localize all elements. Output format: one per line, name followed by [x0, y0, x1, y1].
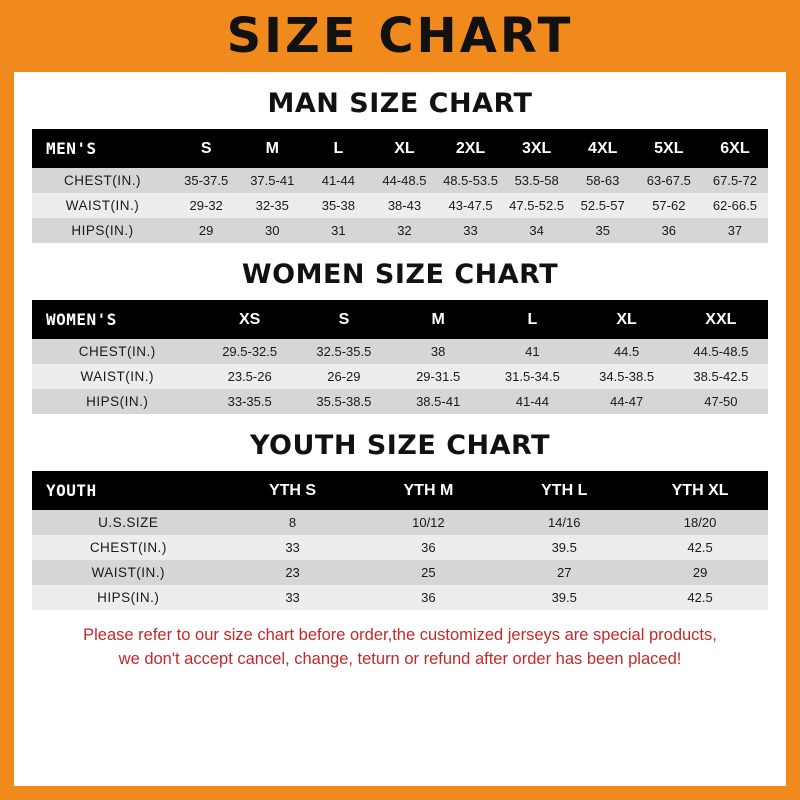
table-cell: 33: [437, 218, 503, 243]
table-row: [32, 389, 768, 414]
section-title-man: MAN SIZE CHART: [267, 88, 533, 119]
column-header: XXL: [674, 300, 768, 339]
table-cell: 44-47: [579, 389, 673, 414]
table-cell: 33: [225, 585, 361, 610]
footer-line-2: we don't accept cancel, change, teturn or refund after order has been placed!: [118, 649, 682, 668]
row-label: WAIST(IN.): [32, 364, 203, 389]
table-cell: 34.5-38.5: [579, 364, 673, 389]
table-man-size-chart: [32, 129, 768, 243]
table-cell: 38.5-42.5: [674, 364, 768, 389]
section-man: [14, 88, 786, 243]
table-row: [32, 585, 768, 610]
table-body-youth: [32, 510, 768, 610]
table-cell: 35-38: [305, 193, 371, 218]
table-cell: 27: [496, 560, 632, 585]
table-cell: 57-62: [636, 193, 702, 218]
column-header: M: [391, 300, 485, 339]
column-header: 6XL: [702, 129, 768, 168]
table-cell: 18/20: [632, 510, 768, 535]
table-cell: 8: [225, 510, 361, 535]
table-cell: 37: [702, 218, 768, 243]
table-cell: 36: [360, 535, 496, 560]
table-cell: 44.5-48.5: [674, 339, 768, 364]
row-label: HIPS(IN.): [32, 218, 173, 243]
table-row: [32, 510, 768, 535]
table-cell: 33-35.5: [203, 389, 297, 414]
column-header: YTH M: [360, 471, 496, 510]
column-header: MEN'S: [32, 129, 173, 168]
table-cell: 35-37.5: [173, 168, 239, 193]
column-header: S: [173, 129, 239, 168]
table-cell: 31: [305, 218, 371, 243]
table-header-row: [32, 471, 768, 510]
section-youth: [14, 430, 786, 610]
table-row: [32, 364, 768, 389]
table-cell: 43-47.5: [437, 193, 503, 218]
row-label: WAIST(IN.): [32, 560, 225, 585]
table-header-row: [32, 300, 768, 339]
table-cell: 48.5-53.5: [437, 168, 503, 193]
column-header: XS: [203, 300, 297, 339]
table-cell: 23.5-26: [203, 364, 297, 389]
table-cell: 32: [371, 218, 437, 243]
table-cell: 41: [485, 339, 579, 364]
table-header-youth: [32, 471, 768, 510]
table-cell: 14/16: [496, 510, 632, 535]
table-cell: 42.5: [632, 585, 768, 610]
table-cell: 38.5-41: [391, 389, 485, 414]
table-cell: 44-48.5: [371, 168, 437, 193]
column-header: YTH L: [496, 471, 632, 510]
table-row: [32, 535, 768, 560]
table-cell: 29: [632, 560, 768, 585]
table-cell: 41-44: [485, 389, 579, 414]
column-header: WOMEN'S: [32, 300, 203, 339]
section-women: [14, 259, 786, 414]
table-header-row: [32, 129, 768, 168]
row-label: HIPS(IN.): [32, 389, 203, 414]
table-cell: 38: [391, 339, 485, 364]
table-cell: 32-35: [239, 193, 305, 218]
table-cell: 42.5: [632, 535, 768, 560]
table-cell: 53.5-58: [504, 168, 570, 193]
column-header: YOUTH: [32, 471, 225, 510]
table-cell: 47-50: [674, 389, 768, 414]
table-cell: 29-32: [173, 193, 239, 218]
table-body-man: [32, 168, 768, 243]
column-header: 2XL: [437, 129, 503, 168]
column-header: XL: [371, 129, 437, 168]
table-cell: 33: [225, 535, 361, 560]
footer-line-1: Please refer to our size chart before order,the customized jerseys are special products,: [83, 626, 717, 644]
column-header: 4XL: [570, 129, 636, 168]
table-women-size-chart: [32, 300, 768, 414]
table-cell: 41-44: [305, 168, 371, 193]
table-header-women: [32, 300, 768, 339]
column-header: L: [485, 300, 579, 339]
column-header: 5XL: [636, 129, 702, 168]
table-cell: 52.5-57: [570, 193, 636, 218]
table-row: [32, 339, 768, 364]
column-header: XL: [579, 300, 673, 339]
banner: [0, 0, 800, 72]
table-cell: 38-43: [371, 193, 437, 218]
page-title: SIZE CHART: [226, 8, 574, 64]
table-cell: 23: [225, 560, 361, 585]
footer-note: [14, 610, 786, 672]
table-cell: 39.5: [496, 535, 632, 560]
table-body-women: [32, 339, 768, 414]
table-cell: 35.5-38.5: [297, 389, 391, 414]
table-cell: 58-63: [570, 168, 636, 193]
table-cell: 29: [173, 218, 239, 243]
column-header: 3XL: [504, 129, 570, 168]
table-cell: 62-66.5: [702, 193, 768, 218]
column-header: M: [239, 129, 305, 168]
table-cell: 44.5: [579, 339, 673, 364]
column-header: YTH S: [225, 471, 361, 510]
table-youth-size-chart: [32, 471, 768, 610]
table-row: [32, 560, 768, 585]
table-cell: 39.5: [496, 585, 632, 610]
table-row: [32, 168, 768, 193]
table-cell: 34: [504, 218, 570, 243]
bottom-accent-bar: [0, 786, 800, 800]
table-cell: 35: [570, 218, 636, 243]
table-cell: 67.5-72: [702, 168, 768, 193]
table-cell: 25: [360, 560, 496, 585]
row-label: CHEST(IN.): [32, 168, 173, 193]
table-cell: 29-31.5: [391, 364, 485, 389]
section-title-women: WOMEN SIZE CHART: [241, 259, 559, 290]
table-cell: 36: [636, 218, 702, 243]
table-cell: 37.5-41: [239, 168, 305, 193]
row-label: CHEST(IN.): [32, 535, 225, 560]
table-cell: 36: [360, 585, 496, 610]
row-label: CHEST(IN.): [32, 339, 203, 364]
column-header: L: [305, 129, 371, 168]
table-cell: 32.5-35.5: [297, 339, 391, 364]
row-label: HIPS(IN.): [32, 585, 225, 610]
table-cell: 30: [239, 218, 305, 243]
table-cell: 26-29: [297, 364, 391, 389]
table-row: [32, 218, 768, 243]
table-cell: 31.5-34.5: [485, 364, 579, 389]
table-row: [32, 193, 768, 218]
table-cell: 10/12: [360, 510, 496, 535]
section-title-youth: YOUTH SIZE CHART: [249, 430, 551, 461]
row-label: WAIST(IN.): [32, 193, 173, 218]
table-cell: 29.5-32.5: [203, 339, 297, 364]
row-label: U.S.SIZE: [32, 510, 225, 535]
column-header: YTH XL: [632, 471, 768, 510]
table-header-man: [32, 129, 768, 168]
column-header: S: [297, 300, 391, 339]
table-cell: 47.5-52.5: [504, 193, 570, 218]
table-cell: 63-67.5: [636, 168, 702, 193]
